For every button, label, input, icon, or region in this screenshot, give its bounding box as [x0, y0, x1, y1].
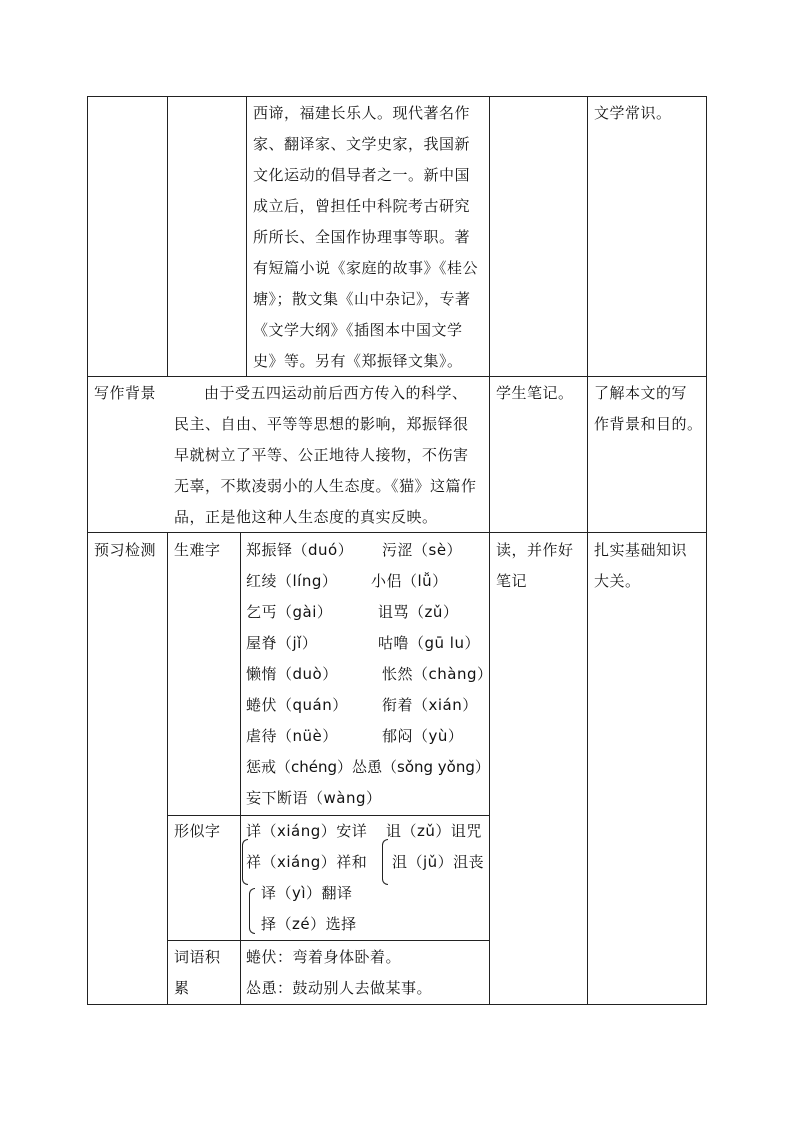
preview-goal: 扎实基础知识 — [594, 541, 688, 559]
similar-char: 译（yì）翻译 — [261, 884, 353, 902]
hard-word: 惩戒（chéng）怂恿（sǒng yǒng） — [246, 758, 490, 776]
similar-chars-label: 形似字 — [174, 822, 221, 840]
preview-activity: 笔记 — [496, 572, 528, 590]
background-activity: 学生笔记。 — [496, 384, 574, 402]
bio-line: 文化运动的倡导者之一。新中国 — [253, 166, 471, 184]
similar-char: 祥（xiáng）祥和 — [246, 853, 368, 871]
similar-char: 沮（jǔ）沮丧 — [392, 853, 485, 871]
vocab-entry: 怂恿：鼓动别人去做某事。 — [246, 979, 433, 997]
vocab-entry: 蜷伏：弯着身体卧着。 — [246, 948, 402, 966]
background-line: 民主、自由、平等等思想的影响，郑振铎很 — [174, 415, 469, 433]
preview-activity: 读，并作好 — [496, 541, 574, 559]
bio-line: 史》等。另有《郑振铎文集》。 — [253, 352, 463, 370]
preview-goal: 大关。 — [594, 572, 641, 590]
background-line: 无辜，不欺凌弱小的人生态度。《猫》这篇作 — [174, 477, 477, 495]
hard-word: 虐待（nüè） — [246, 727, 338, 745]
background-line: 早就树立了平等、公正地待人接物，不伤害 — [174, 446, 469, 464]
hard-word: 诅骂（zǔ） — [378, 603, 459, 621]
background-goal: 了解本文的写 — [594, 384, 688, 402]
bio-line: 所所长、全国作协理事等职。著 — [253, 228, 471, 246]
background-line: 由于受五四运动前后西方传入的科学、 — [204, 384, 468, 402]
hard-word: 红绫（líng） — [246, 572, 338, 590]
similar-char: 详（xiáng）安详 — [246, 822, 368, 840]
hard-word: 乞丐（gài） — [246, 603, 333, 621]
bio-line: 有短篇小说《家庭的故事》《桂公 — [253, 259, 479, 277]
hard-words-label: 生难字 — [174, 541, 221, 559]
hard-word: 蜷伏（quán） — [246, 696, 348, 714]
similar-char: 择（zé）选择 — [261, 915, 357, 933]
bio-goal: 文学常识。 — [594, 104, 672, 122]
hard-word: 怅然（chàng） — [382, 665, 493, 683]
brace-left — [249, 888, 255, 934]
hard-word: 妄下断语（wàng） — [246, 789, 382, 807]
hard-word: 衔着（xián） — [382, 696, 478, 714]
bio-line: 塘》；散文集《山中杂记》，专著 — [253, 290, 471, 308]
bio-line: 家、翻译家、文学史家，我国新 — [253, 135, 471, 153]
bio-line: 西谛，福建长乐人。现代著名作 — [253, 104, 471, 122]
similar-char: 诅（zǔ）诅咒 — [386, 822, 482, 840]
vocab-label: 词语积 — [174, 948, 221, 966]
background-line: 品，正是他这种人生态度的真实反映。 — [174, 508, 438, 526]
hard-word: 郁闷（yù） — [382, 727, 464, 745]
hard-word: 小侣（lǚ） — [371, 572, 448, 590]
hard-word: 屋脊（jǐ） — [246, 634, 318, 652]
preview-label: 预习检测 — [94, 541, 157, 559]
hard-word: 郑振铎（duó） — [246, 541, 354, 559]
hard-word: 咕噜（gū lu） — [378, 634, 480, 652]
vocab-label: 累 — [174, 979, 190, 997]
bio-line: 成立后，曾担任中科院考古研究 — [253, 197, 471, 215]
hard-word: 懒惰（duò） — [246, 665, 338, 683]
background-label: 写作背景 — [94, 384, 157, 402]
background-goal: 作背景和目的。 — [594, 415, 703, 433]
hard-word: 污涩（sè） — [382, 541, 463, 559]
bio-line: 《文学大纲》《插图本中国文学 — [253, 321, 463, 339]
